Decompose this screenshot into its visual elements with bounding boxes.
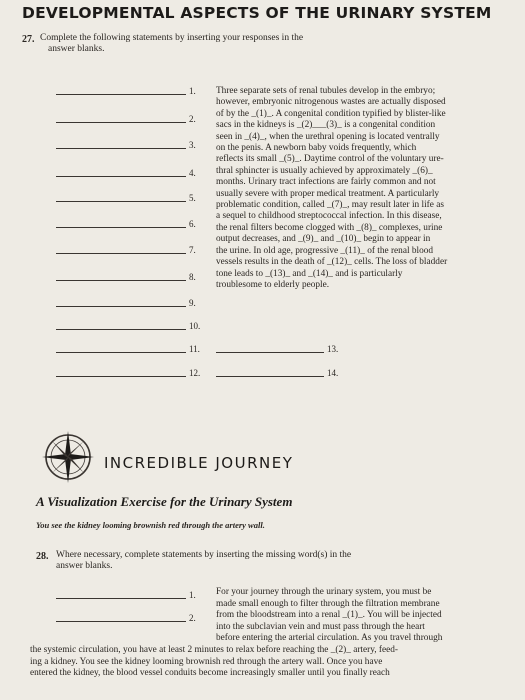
q28-indented-line: before entering the arterial circulation. As you travel through (216, 633, 443, 644)
q27-answer-blank-3-number: 3. (189, 140, 196, 150)
q28-answer-blank-1-row (56, 588, 208, 600)
visualization-exercise-title: A Visualization Exercise for the Urinary System (36, 494, 293, 509)
q27-answer-blank-3-line[interactable] (56, 148, 186, 149)
question-27-number: 27. (22, 34, 35, 45)
incredible-journey-title: INCREDIBLE JOURNEY (104, 454, 294, 472)
q28-answer-blank-2-number: 2. (189, 613, 196, 623)
q27-paragraph-line: on the penis. A newborn baby voids frequently, which (216, 143, 417, 154)
q27-answer-blank-12-line[interactable] (56, 376, 186, 377)
q27-paragraph-line: sacs in the kidneys is _(2)___(3)_ is a congenital condition (216, 120, 436, 131)
q27-answer-blank-13-line[interactable] (216, 352, 324, 353)
q27-answer-blank-1-number: 1. (189, 86, 196, 96)
q27-answer-blank-6-line[interactable] (56, 227, 186, 228)
q27-paragraph-line: troublesome to elderly people. (216, 279, 330, 290)
q27-answer-blank-7-line[interactable] (56, 253, 186, 254)
q27-paragraph-line: Three separate sets of renal tubules develop in the embryo; (216, 86, 436, 96)
q27-answer-blank-9-number: 9. (189, 298, 196, 308)
q27-paragraph-line: however, embryonic nitrogenous wastes are actually disposed (216, 97, 446, 108)
q27-answer-blank-2-number: 2. (189, 114, 196, 124)
q27-answer-blank-13-number: 13. (327, 344, 339, 354)
q27-paragraph-line: tone leads to _(13)_ and _(14)_ and is particularly (216, 268, 403, 279)
visualization-tagline: You see the kidney looming brownish red through the artery wall. (36, 520, 265, 530)
q27-paragraph-line: seen in _(4)_, when the urethral opening is located ventrally (216, 131, 440, 142)
q27-answer-blank-1-row (56, 84, 208, 96)
q28-full-line: entered the kidney, the blood vessel conduits become increasingly smaller until you finally reach (30, 668, 390, 679)
q27-answer-blank-4-number: 4. (189, 168, 196, 178)
q27-answer-blank-5-row (56, 191, 208, 203)
q27-paragraph-line: reflects its small _(5)_. Daytime control of the voluntary ure- (216, 154, 444, 165)
q28-full-line: the systemic circulation, you have at least 2 minutes to relax before reaching the _(2)_ artery, feed- (30, 645, 399, 655)
q28-indented-line: from the bloodstream into a renal _(1)_. You will be injected (216, 610, 442, 621)
q28-answer-blank-1-number: 1. (189, 590, 196, 600)
question-28-number: 28. (36, 551, 49, 562)
q27-answer-blank-7-row (56, 243, 208, 255)
question-28-indented-paragraph (216, 587, 506, 645)
q27-paragraph-line: a sequel to childhood streptococcal infection. In this disease, (216, 211, 442, 222)
q27-paragraph-line: vessels results in the death of _(12)_ cells. The loss of bladder (216, 257, 448, 268)
q28-indented-line: For your journey through the urinary system, you must be (216, 587, 432, 597)
compass-icon (40, 425, 96, 485)
q27-answer-blank-9-row (56, 296, 208, 308)
question-28-instruction-line-1: Where necessary, complete statements by inserting the missing word(s) in the (56, 550, 352, 560)
q28-indented-line: into the subclavian vein and must pass through the heart (216, 621, 425, 632)
q27-paragraph-line: the urine. In old age, progressive _(11)_ of the renal blood (216, 245, 434, 256)
q27-answer-blank-6-row (56, 217, 208, 229)
q27-answer-blank-7-number: 7. (189, 245, 196, 255)
q27-answer-blank-2-row (56, 112, 208, 124)
question-27-paragraph (216, 86, 506, 291)
q27-answer-blank-8-line[interactable] (56, 280, 186, 281)
q27-paragraph-line: of by the _(1)_. A congenital condition typified by blister-like (216, 108, 446, 119)
q27-answer-blank-11-row (56, 342, 208, 354)
q27-paragraph-line: problematic condition, called _(7)_, may result later in life as (216, 200, 444, 211)
question-27-instruction-line-2: answer blanks. (48, 44, 105, 54)
q27-answer-blank-4-line[interactable] (56, 176, 186, 177)
question-28-instruction-line-2: answer blanks. (56, 561, 113, 571)
q27-answer-blank-1-line[interactable] (56, 94, 186, 95)
question-27-instruction-line-1: Complete the following statements by inserting your responses in the (40, 33, 304, 43)
q27-paragraph-line: thral sphincter is usually achieved by approximately _(6)_ (216, 165, 433, 176)
q27-answer-blank-12-row (56, 366, 208, 378)
q27-answer-blank-14-row (216, 366, 346, 378)
q28-indented-line: made small enough to filter through the filtration membrane (216, 598, 440, 609)
q28-full-line: ing a kidney. You see the kidney looming brownish red through the artery wall. Once you have (30, 656, 383, 667)
q28-answer-blank-1-line[interactable] (56, 598, 186, 599)
q27-answer-blank-10-number: 10. (189, 321, 201, 331)
q27-answer-blank-9-line[interactable] (56, 306, 186, 307)
section-title: DEVELOPMENTAL ASPECTS OF THE URINARY SYSTEM (22, 4, 492, 22)
q27-answer-blank-13-row (216, 342, 346, 354)
q27-answer-blank-10-row (56, 319, 208, 331)
q27-answer-blank-3-row (56, 138, 208, 150)
q28-answer-blank-2-row (56, 611, 208, 623)
q27-answer-blank-12-number: 12. (189, 368, 201, 378)
question-28-full-paragraph (30, 645, 510, 680)
q27-answer-blank-14-line[interactable] (216, 376, 324, 377)
q27-answer-blank-14-number: 14. (327, 368, 339, 378)
q27-answer-blank-11-number: 11. (189, 344, 200, 354)
q27-answer-blank-10-line[interactable] (56, 329, 186, 330)
q27-paragraph-line: months. Urinary tract infections are fairly common and not (216, 177, 436, 188)
q27-answer-blank-11-line[interactable] (56, 352, 186, 353)
q27-answer-blank-2-line[interactable] (56, 122, 186, 123)
q27-paragraph-line: output decreases, and _(9)_ and _(10)_ begin to appear in (216, 234, 431, 245)
q27-answer-blank-4-row (56, 166, 208, 178)
q27-answer-blank-5-number: 5. (189, 193, 196, 203)
q27-paragraph-line: the renal filters become clogged with _(8)_ complexes, urine (216, 222, 443, 233)
q27-answer-blank-8-row (56, 270, 208, 282)
q27-answer-blank-6-number: 6. (189, 219, 196, 229)
q27-answer-blank-5-line[interactable] (56, 201, 186, 202)
q28-answer-blank-2-line[interactable] (56, 621, 186, 622)
q27-paragraph-line: usually severe with proper medical treatment. A particularly (216, 188, 440, 199)
q27-answer-blank-8-number: 8. (189, 272, 196, 282)
